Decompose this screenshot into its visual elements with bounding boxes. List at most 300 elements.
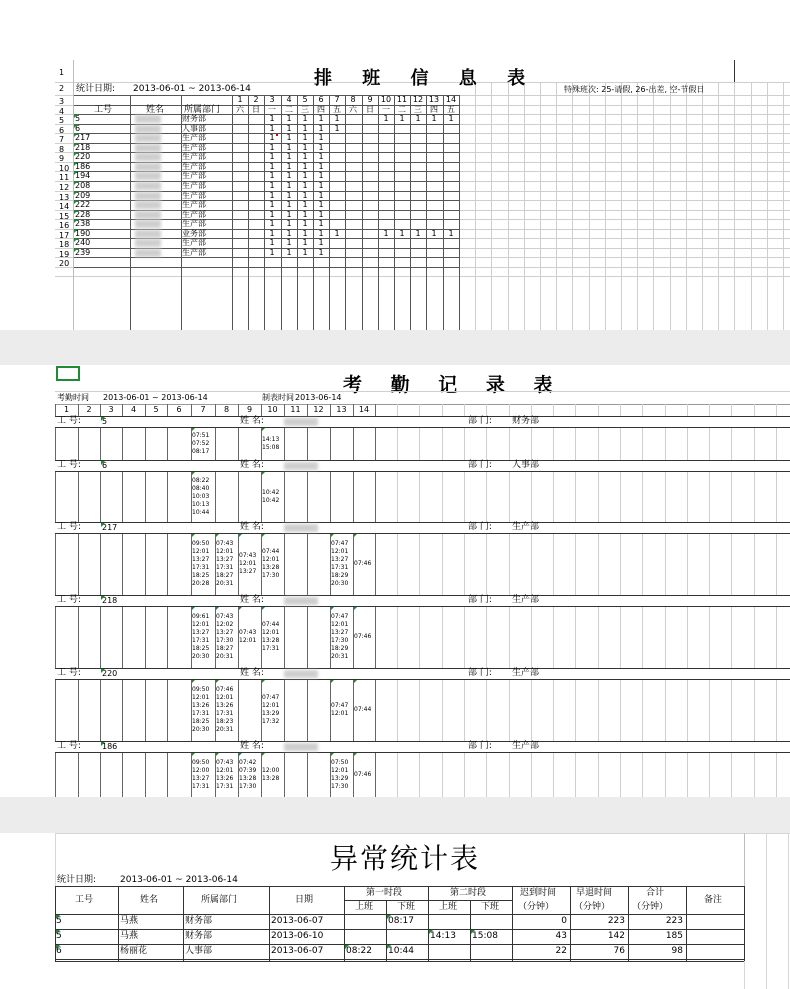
grid-line-v: [362, 95, 363, 330]
row-number: 19: [59, 250, 70, 259]
shift-mark: 1: [269, 200, 275, 209]
row-number: 1: [59, 68, 65, 77]
employee-id-marker: [74, 210, 78, 214]
shift-mark: 1: [302, 238, 308, 247]
shift-mark: 1: [269, 210, 275, 219]
punch-cell-marker: [239, 607, 242, 610]
day-number: 11: [396, 95, 408, 104]
day-number: 14: [445, 95, 457, 104]
punch-cell-marker: [354, 680, 357, 683]
shift-mark: 1: [269, 114, 275, 123]
shift-mark: 1: [431, 114, 437, 123]
day-number: 10: [267, 405, 278, 414]
row-id-marker: [56, 915, 60, 919]
shift-mark: 1: [269, 171, 275, 180]
grid-line-v: [744, 886, 745, 961]
shift-mark: 1: [318, 229, 324, 238]
row-number: 15: [59, 212, 70, 221]
shift-mark: 1: [269, 219, 275, 228]
attendance-block-header-bg: [55, 668, 790, 679]
employee-dept: 生产部: [182, 238, 206, 247]
day-number: 10: [380, 95, 392, 104]
time-cell-marker: [429, 930, 433, 934]
shift-mark: 1: [269, 143, 275, 152]
day-number: 13: [336, 405, 347, 414]
punch-times: 07:42 07:39 13:28 17:30: [239, 759, 257, 790]
shift-mark: 1: [302, 133, 308, 142]
punch-cell-marker: [216, 534, 219, 537]
punch-times: 07:46: [354, 771, 372, 778]
day-number: 4: [286, 95, 292, 104]
row-number: 17: [59, 231, 70, 240]
shift-mark: 1: [318, 219, 324, 228]
shift-mark: 1: [318, 171, 324, 180]
period-value: 2013-06-01 ~ 2013-06-14: [120, 875, 238, 885]
row-time-on2: 14:13: [430, 931, 456, 941]
column-header-dept: 所属部门: [184, 105, 221, 115]
shift-mark: 1: [286, 191, 292, 200]
employee-id-marker: [74, 133, 78, 137]
grid-line-h: [55, 929, 744, 930]
weekday-label: 三: [414, 105, 422, 114]
punch-cell-marker: [262, 607, 265, 610]
employee-id-marker: [101, 461, 105, 465]
weekday-label: 五: [333, 105, 341, 114]
day-number: 13: [428, 95, 440, 104]
employee-id: 218: [75, 143, 91, 152]
employee-id-marker: [74, 200, 78, 204]
sheet-gap: [0, 797, 790, 833]
col-header-total: 合计: [646, 888, 665, 898]
col-header-dept: 所属部门: [201, 895, 238, 905]
day-number: 9: [367, 95, 373, 104]
employee-id: 228: [75, 210, 91, 219]
row-early: 223: [607, 916, 625, 926]
shift-mark: 1: [286, 181, 292, 190]
period-label: 统计日期:: [76, 84, 116, 94]
employee-dept: 财务部: [512, 416, 540, 426]
grid-line-h: [55, 595, 790, 596]
grid-line-v: [540, 82, 541, 330]
dept-label: 部 门:: [468, 522, 492, 532]
punch-cell-marker: [331, 680, 334, 683]
punch-times: 07:46: [354, 560, 372, 567]
punch-times: 07:43 12:01 13:27 17:31 18:27 20:31: [216, 540, 234, 587]
weekday-label: 一: [268, 105, 276, 114]
shift-mark: 1: [318, 124, 324, 133]
punch-times: 07:51 07:52 08:17: [192, 432, 210, 455]
punch-times: 07:44: [354, 706, 372, 713]
row-number: 16: [59, 221, 70, 230]
employee-name-redacted: [135, 201, 161, 209]
grid-line-v: [751, 82, 752, 330]
row-total: 185: [665, 931, 683, 941]
row-number: 10: [59, 164, 70, 173]
shift-mark: 1: [286, 248, 292, 257]
row-date: 2013-06-07: [271, 946, 324, 956]
grid-line-h: [55, 416, 790, 417]
employee-id: 190: [75, 229, 91, 238]
day-number: 5: [302, 95, 308, 104]
punch-cell-marker: [192, 534, 195, 537]
weekday-label: 三: [301, 105, 309, 114]
grid-line-v: [426, 95, 427, 330]
employee-dept: 生产部: [512, 595, 540, 605]
grid-line-v: [783, 82, 784, 330]
row-id: 5: [56, 916, 62, 926]
row-early: 142: [607, 931, 625, 941]
punch-times: 07:46 12:01 13:26 17:31 18:23 20:31: [216, 686, 234, 733]
employee-dept: 生产部: [182, 200, 206, 209]
special-shift-note: 特殊班次: 25-请假, 26-出差, 空-节假日: [564, 85, 705, 94]
employee-name-redacted: [135, 144, 161, 152]
weekday-label: 四: [317, 105, 325, 114]
attendance-block-header-bg: [55, 416, 790, 427]
time-cell-marker: [345, 945, 349, 949]
shift-mark: 1: [286, 229, 292, 238]
shift-mark: 1: [286, 133, 292, 142]
employee-dept: 生产部: [182, 162, 206, 171]
shift-mark: 1: [269, 124, 275, 133]
row-name: 杨丽花: [120, 946, 148, 956]
day-number: 6: [318, 95, 324, 104]
row-number: 18: [59, 240, 70, 249]
exception-sheet: [0, 833, 790, 989]
employee-id-marker: [101, 523, 105, 527]
shift-mark: 1: [448, 114, 454, 123]
punch-cell-marker: [331, 534, 334, 537]
punch-times: 08:22 08:40 10:03 10:13 10:44: [192, 477, 210, 516]
made-label: 制表时间: [262, 393, 294, 402]
shift-mark: 1: [399, 229, 405, 238]
id-label: 工 号:: [57, 416, 81, 426]
punch-times: 07:47 12:01 13:27 17:30 18:29 20:31: [331, 613, 349, 660]
grid-line-v: [637, 82, 638, 330]
shift-mark: 1: [302, 171, 308, 180]
employee-name-redacted: [135, 220, 161, 228]
shift-mark: 1: [399, 114, 405, 123]
row-late: 22: [555, 946, 567, 956]
grid-line-h: [55, 668, 790, 669]
employee-id: 5: [75, 114, 81, 123]
dept-label: 部 门:: [468, 668, 492, 678]
employee-dept: 生产部: [182, 143, 206, 152]
period-value: 2013-06-01 ~ 2013-06-14: [103, 393, 208, 402]
day-number: 12: [313, 405, 324, 414]
shift-mark: 1: [286, 200, 292, 209]
grid-line-v: [524, 82, 525, 330]
page-title: 排 班 信 息 表: [314, 68, 538, 89]
period-label: 统计日期:: [57, 875, 97, 885]
weekday-label: 二: [398, 105, 406, 114]
shift-mark: 1: [286, 114, 292, 123]
row-number: 6: [59, 126, 65, 135]
grid-line-h: [55, 741, 790, 742]
employee-name-redacted: [135, 115, 161, 123]
grid-line-v: [428, 886, 429, 961]
grid-line-v: [670, 82, 671, 330]
grid-line-v: [653, 82, 654, 330]
employee-name-redacted: [284, 743, 318, 751]
page-title: 异常统计表: [330, 842, 481, 875]
punch-times: 07:47 12:01 13:27 17:31 18:29 20:30: [331, 540, 349, 587]
punch-cell-marker: [192, 753, 195, 756]
row-dept: 财务部: [185, 916, 213, 926]
shift-mark: 1: [318, 133, 324, 142]
employee-id: 238: [75, 219, 91, 228]
col-header-seg1: 第一时段: [366, 888, 403, 898]
shift-mark: 1: [302, 219, 308, 228]
day-number: 2: [86, 405, 92, 414]
shift-mark: 1: [415, 114, 421, 123]
row-late: 0: [561, 916, 567, 926]
grid-line-v: [767, 82, 768, 330]
shift-mark: 1: [302, 181, 308, 190]
employee-id-marker: [74, 229, 78, 233]
employee-name-redacted: [284, 597, 318, 605]
grid-line-v: [718, 82, 719, 330]
employee-id: 240: [75, 238, 91, 247]
grid-line-h: [55, 914, 744, 915]
shift-mark: 1: [286, 143, 292, 152]
punch-times: 07:43 12:01: [239, 629, 257, 644]
punch-cell-marker: [331, 753, 334, 756]
row-number: 8: [59, 145, 65, 154]
day-number: 7: [200, 405, 206, 414]
col-header-early: 早退时间: [576, 888, 613, 898]
weekday-label: 六: [236, 105, 244, 114]
grid-line-h: [55, 404, 790, 405]
name-label: 姓 名:: [240, 741, 264, 751]
grid-line-h: [55, 471, 790, 472]
employee-id-marker: [74, 191, 78, 195]
grid-line-v: [118, 886, 119, 961]
punch-times: 09:50 12:00 13:27 17:31: [192, 759, 210, 790]
employee-id-marker: [74, 114, 78, 118]
shift-mark: 1: [286, 152, 292, 161]
shift-mark: 1: [269, 181, 275, 190]
row-id-marker: [56, 945, 60, 949]
col-header-early-unit: （分钟）: [574, 902, 611, 912]
weekday-label: 二: [285, 105, 293, 114]
grid-line-v: [621, 82, 622, 330]
shift-mark: 1: [318, 210, 324, 219]
employee-dept: 生产部: [512, 741, 540, 751]
punch-cell-marker: [216, 607, 219, 610]
shift-mark: 1: [302, 248, 308, 257]
id-label: 工 号:: [57, 741, 81, 751]
col-header-date: 日期: [295, 895, 314, 905]
employee-id: 220: [75, 152, 91, 161]
punch-cell-marker: [239, 753, 242, 756]
shift-mark: 1: [286, 219, 292, 228]
grid-line-v: [686, 886, 687, 961]
row-number: 5: [59, 116, 65, 125]
name-label: 姓 名:: [240, 595, 264, 605]
punch-cell-marker: [216, 680, 219, 683]
col-header-seg2: 第二时段: [450, 888, 487, 898]
employee-name-redacted: [135, 163, 161, 171]
employee-id-marker: [74, 219, 78, 223]
employee-id-marker: [74, 162, 78, 166]
shift-mark: 1: [269, 248, 275, 257]
employee-id-marker: [74, 171, 78, 175]
grid-line-h: [55, 679, 790, 680]
id-label: 工 号:: [57, 522, 81, 532]
schedule-sheet: [0, 60, 790, 330]
sheet-gap: [0, 330, 790, 365]
punch-cell-marker: [354, 753, 357, 756]
shift-mark: 1: [302, 152, 308, 161]
grid-line-h: [55, 533, 790, 534]
punch-cell-marker: [354, 534, 357, 537]
grid-line-v: [589, 82, 590, 330]
col-header-on2: 上班: [439, 902, 458, 912]
time-cell-marker: [387, 945, 391, 949]
row-number: 12: [59, 183, 70, 192]
day-number: 8: [350, 95, 356, 104]
weekday-label: 四: [430, 105, 438, 114]
attendance-sheet: [0, 365, 790, 797]
employee-id: 218: [102, 596, 118, 605]
grid-line-v: [269, 886, 270, 961]
employee-dept: 人事部: [182, 124, 206, 133]
name-label: 姓 名:: [240, 460, 264, 470]
shift-mark: 1: [318, 238, 324, 247]
punch-times: 14:13 15:08: [262, 436, 280, 451]
dept-label: 部 门:: [468, 416, 492, 426]
row-id-marker: [56, 930, 60, 934]
grid-line-v: [394, 95, 395, 330]
weekday-label: 五: [447, 105, 455, 114]
grid-line-v: [734, 82, 735, 330]
row-date: 2013-06-10: [271, 931, 324, 941]
employee-id: 6: [75, 124, 81, 133]
punch-times: 07:43 12:02 13:27 17:30 18:27 20:31: [216, 613, 234, 660]
day-number: 3: [108, 405, 114, 414]
day-number: 1: [63, 405, 70, 414]
grid-line-v: [686, 82, 687, 330]
employee-id: 5: [102, 417, 108, 426]
shift-mark: 1: [302, 143, 308, 152]
punch-times: 09:61 12:01 13:27 17:31 18:25 20:30: [192, 613, 210, 660]
shift-mark: 1: [269, 162, 275, 171]
shift-mark: 1: [318, 152, 324, 161]
grid-line-v: [491, 82, 492, 330]
employee-dept: 生产部: [182, 133, 206, 142]
employee-name-redacted: [135, 249, 161, 257]
employee-dept: 财务部: [182, 114, 206, 123]
employee-id: 6: [102, 461, 108, 470]
punch-cell-marker: [262, 753, 265, 756]
employee-id-marker: [101, 669, 105, 673]
row-number: 13: [59, 193, 70, 202]
grid-line-v: [475, 82, 476, 330]
attendance-block-header-bg: [55, 741, 790, 752]
grid-line-v: [766, 833, 767, 989]
id-label: 工 号:: [57, 460, 81, 470]
punch-times: 09:50 12:01 13:27 17:31 18:25 20:28: [192, 540, 210, 587]
shift-mark: 1: [383, 229, 389, 238]
row-dept: 财务部: [185, 931, 213, 941]
grid-line-h: [55, 833, 790, 834]
punch-cell-marker: [192, 680, 195, 683]
employee-dept: 业务部: [182, 229, 206, 238]
employee-dept: 生产部: [512, 522, 540, 532]
col-header-total-unit: （分钟）: [632, 902, 669, 912]
employee-name-redacted: [135, 153, 161, 161]
shift-mark: 1: [318, 200, 324, 209]
day-number: 1: [237, 95, 243, 104]
col-header-off1: 下班: [397, 902, 416, 912]
grid-line-h: [55, 961, 744, 962]
punch-cell-marker: [331, 607, 334, 610]
employee-id-marker: [74, 248, 78, 252]
grid-line-h: [55, 944, 744, 945]
grid-line-v: [248, 95, 249, 330]
grid-line-v: [130, 95, 131, 330]
grid-line-v: [702, 82, 703, 330]
col-header-off2: 下班: [481, 902, 500, 912]
row-number: 20: [59, 259, 70, 268]
grid-line-v: [232, 95, 233, 330]
day-number: 3: [269, 95, 275, 104]
grid-line-h: [55, 460, 790, 461]
grid-line-h: [55, 959, 744, 960]
grid-line-v: [443, 95, 444, 330]
employee-id: 208: [75, 181, 91, 190]
employee-name-redacted: [135, 134, 161, 142]
employee-id-marker: [74, 124, 78, 128]
grid-line-v: [788, 833, 789, 989]
grid-line-h: [55, 427, 790, 428]
col-header-remark: 备注: [704, 895, 723, 905]
employee-dept: 生产部: [182, 171, 206, 180]
weekday-label: 一: [382, 105, 390, 114]
shift-mark: 1: [269, 152, 275, 161]
punch-cell-marker: [262, 534, 265, 537]
grid-line-v: [410, 95, 411, 330]
punch-times: 07:44 12:01 13:28 17:30: [262, 548, 280, 579]
row-early: 76: [613, 946, 625, 956]
day-number: 6: [176, 405, 182, 414]
attendance-block-header-bg: [55, 595, 790, 606]
time-cell-marker: [471, 930, 475, 934]
id-label: 工 号:: [57, 668, 81, 678]
punch-times: 12:00 13:28: [262, 767, 280, 782]
made-value: 2013-06-14: [295, 393, 342, 402]
punch-times: 07:44 12:01 13:28 17:31: [262, 621, 280, 652]
employee-id-marker: [74, 143, 78, 147]
employee-name-redacted: [284, 670, 318, 678]
row-id: 5: [56, 931, 62, 941]
row-total: 223: [665, 916, 683, 926]
employee-name-redacted: [135, 125, 161, 133]
grid-line-v: [386, 900, 387, 961]
row-name: 马燕: [120, 916, 139, 926]
employee-name-redacted: [135, 211, 161, 219]
shift-mark: 1: [318, 162, 324, 171]
employee-id: 209: [75, 191, 91, 200]
row-number: 7: [59, 135, 65, 144]
dept-label: 部 门:: [468, 460, 492, 470]
employee-name-redacted: [135, 230, 161, 238]
row-number: 3: [59, 97, 65, 106]
employee-id: 186: [102, 742, 118, 751]
row-number: 9: [59, 154, 65, 163]
row-number: 14: [59, 202, 70, 211]
weekday-label: 日: [252, 105, 260, 114]
